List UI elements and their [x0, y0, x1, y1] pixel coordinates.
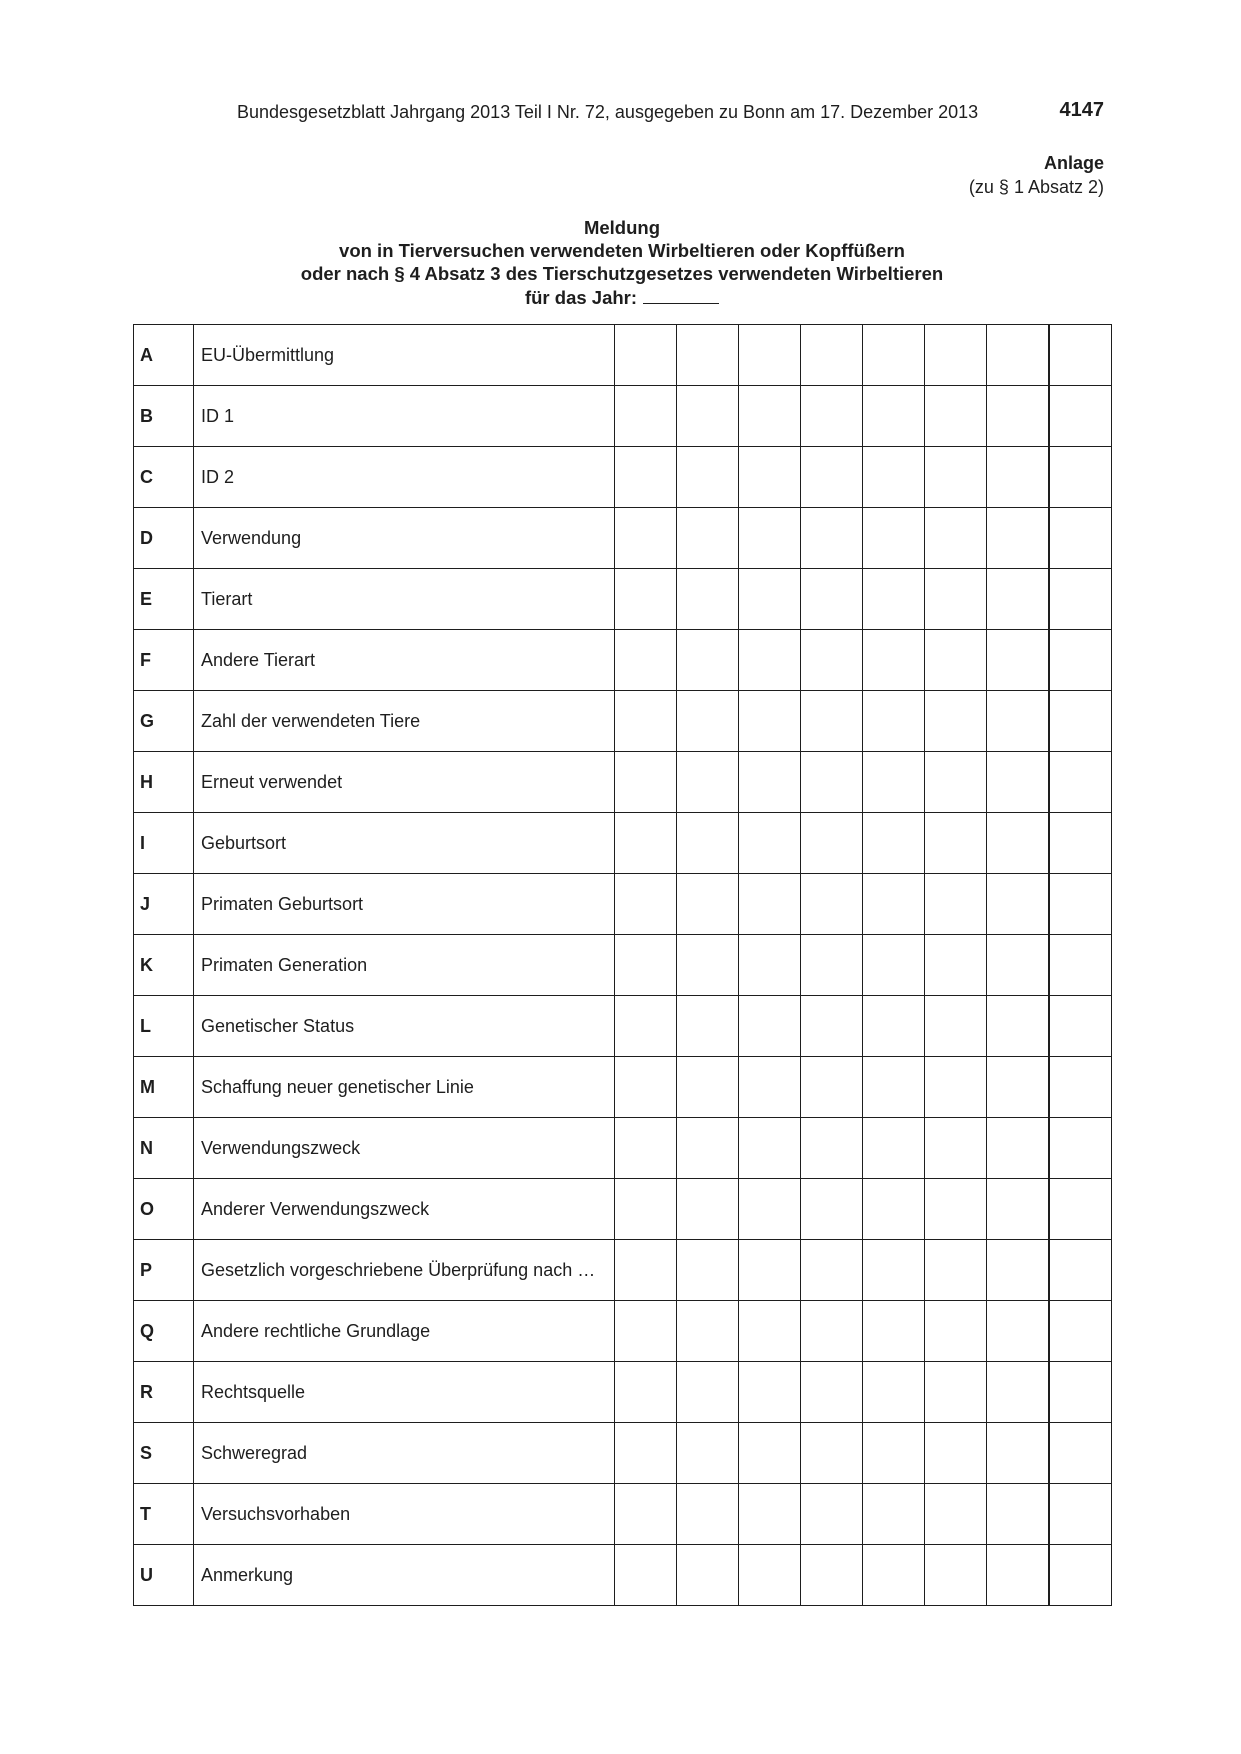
entry-cell[interactable]: [1049, 813, 1112, 874]
row-letter: B: [134, 386, 194, 447]
entry-cell[interactable]: [1049, 1240, 1112, 1301]
entry-cell[interactable]: [987, 1118, 1050, 1179]
entry-cell[interactable]: [615, 630, 677, 691]
entry-cell[interactable]: [739, 1423, 801, 1484]
row-label: Andere Tierart: [194, 630, 615, 691]
entry-cell[interactable]: [863, 1118, 925, 1179]
entry-cell[interactable]: [801, 630, 863, 691]
entry-cell[interactable]: [801, 569, 863, 630]
entry-cell[interactable]: [677, 996, 739, 1057]
row-letter: H: [134, 752, 194, 813]
report-table: [133, 324, 1112, 1606]
entry-cell[interactable]: [801, 447, 863, 508]
entry-cell[interactable]: [677, 1301, 739, 1362]
row-label: Rechtsquelle: [194, 1362, 615, 1423]
entry-cell[interactable]: [615, 691, 677, 752]
entry-cell[interactable]: [863, 874, 925, 935]
entry-cell[interactable]: [987, 1545, 1050, 1606]
entry-cell[interactable]: [863, 1423, 925, 1484]
entry-cell[interactable]: [925, 752, 987, 813]
form-title-line-3: oder nach § 4 Absatz 3 des Tierschutzgesetzes verwendeten Wirbeltieren: [300, 263, 944, 284]
entry-cell[interactable]: [1049, 630, 1112, 691]
table-row: [134, 447, 1112, 508]
page-header: [237, 100, 1104, 124]
row-letter: R: [134, 1362, 194, 1423]
row-letter: G: [134, 691, 194, 752]
entry-cell[interactable]: [1049, 447, 1112, 508]
entry-cell[interactable]: [739, 691, 801, 752]
row-letter: K: [134, 935, 194, 996]
entry-cell[interactable]: [1049, 1057, 1112, 1118]
entry-cell[interactable]: [987, 325, 1050, 386]
entry-cell[interactable]: [677, 752, 739, 813]
row-letter: U: [134, 1545, 194, 1606]
entry-cell[interactable]: [863, 630, 925, 691]
entry-cell[interactable]: [677, 691, 739, 752]
entry-cell[interactable]: [801, 1240, 863, 1301]
row-letter: S: [134, 1423, 194, 1484]
entry-cell[interactable]: [925, 1057, 987, 1118]
entry-cell[interactable]: [677, 935, 739, 996]
entry-cell[interactable]: [925, 1484, 987, 1545]
annex-reference: (zu § 1 Absatz 2): [968, 177, 1104, 197]
entry-cell[interactable]: [863, 1179, 925, 1240]
entry-cell[interactable]: [863, 813, 925, 874]
entry-cell[interactable]: [739, 447, 801, 508]
entry-cell[interactable]: [987, 1362, 1050, 1423]
entry-cell[interactable]: [677, 1545, 739, 1606]
row-label: Genetischer Status: [194, 996, 615, 1057]
entry-cell[interactable]: [801, 1362, 863, 1423]
row-letter: O: [134, 1179, 194, 1240]
table-row: [134, 1362, 1112, 1423]
table-row: [134, 325, 1112, 386]
entry-cell[interactable]: [801, 386, 863, 447]
entry-cell[interactable]: [677, 325, 739, 386]
entry-cell[interactable]: [677, 386, 739, 447]
row-letter: Q: [134, 1301, 194, 1362]
page-number: 4147: [1059, 99, 1104, 121]
entry-cell[interactable]: [801, 325, 863, 386]
entry-cell[interactable]: [987, 874, 1050, 935]
entry-cell[interactable]: [615, 1240, 677, 1301]
entry-cell[interactable]: [1049, 1423, 1112, 1484]
entry-cell[interactable]: [1049, 386, 1112, 447]
entry-cell[interactable]: [677, 630, 739, 691]
row-label: Schweregrad: [194, 1423, 615, 1484]
table-row: [134, 996, 1112, 1057]
entry-cell[interactable]: [801, 508, 863, 569]
entry-cell[interactable]: [801, 813, 863, 874]
entry-cell[interactable]: [677, 1423, 739, 1484]
entry-cell[interactable]: [925, 874, 987, 935]
entry-cell[interactable]: [801, 1118, 863, 1179]
entry-cell[interactable]: [863, 386, 925, 447]
entry-cell[interactable]: [615, 1362, 677, 1423]
entry-cell[interactable]: [1049, 1301, 1112, 1362]
table-row: [134, 1484, 1112, 1545]
entry-cell[interactable]: [677, 1179, 739, 1240]
entry-cell[interactable]: [677, 1240, 739, 1301]
entry-cell[interactable]: [739, 630, 801, 691]
row-label: Verwendung: [194, 508, 615, 569]
table-row: [134, 1545, 1112, 1606]
entry-cell[interactable]: [677, 1362, 739, 1423]
entry-cell[interactable]: [615, 813, 677, 874]
entry-cell[interactable]: [739, 569, 801, 630]
entry-cell[interactable]: [1049, 569, 1112, 630]
entry-cell[interactable]: [863, 691, 925, 752]
entry-cell[interactable]: [615, 325, 677, 386]
row-label: EU-Übermittlung: [194, 325, 615, 386]
table-row: [134, 1118, 1112, 1179]
row-label: Geburtsort: [194, 813, 615, 874]
entry-cell[interactable]: [615, 1484, 677, 1545]
entry-cell[interactable]: [987, 752, 1050, 813]
entry-cell[interactable]: [987, 691, 1050, 752]
entry-cell[interactable]: [677, 1057, 739, 1118]
entry-cell[interactable]: [801, 1301, 863, 1362]
row-label: Gesetzlich vorgeschriebene Überprüfung nach …: [194, 1240, 615, 1301]
publication-line: Bundesgesetzblatt Jahrgang 2013 Teil I Nr. 72, ausgegeben zu Bonn am 17. Dezember 2013: [237, 102, 979, 122]
entry-cell[interactable]: [615, 1545, 677, 1606]
entry-cell[interactable]: [739, 325, 801, 386]
table-row: [134, 386, 1112, 447]
entry-cell[interactable]: [925, 935, 987, 996]
entry-cell[interactable]: [1049, 935, 1112, 996]
entry-cell[interactable]: [739, 386, 801, 447]
entry-cell[interactable]: [925, 569, 987, 630]
entry-cell[interactable]: [863, 569, 925, 630]
table-row: [134, 813, 1112, 874]
table-row: [134, 1057, 1112, 1118]
row-label: Zahl der verwendeten Tiere: [194, 691, 615, 752]
form-title-line-1: Meldung: [583, 217, 661, 238]
entry-cell[interactable]: [801, 874, 863, 935]
row-letter: C: [134, 447, 194, 508]
entry-cell[interactable]: [677, 1484, 739, 1545]
entry-cell[interactable]: [987, 630, 1050, 691]
entry-cell[interactable]: [1049, 1362, 1112, 1423]
table-row: [134, 1423, 1112, 1484]
entry-cell[interactable]: [863, 325, 925, 386]
row-letter: M: [134, 1057, 194, 1118]
entry-cell[interactable]: [739, 1484, 801, 1545]
entry-cell[interactable]: [925, 1423, 987, 1484]
entry-cell[interactable]: [863, 1057, 925, 1118]
annex-title: Anlage: [1043, 153, 1104, 173]
entry-cell[interactable]: [739, 813, 801, 874]
entry-cell[interactable]: [1049, 752, 1112, 813]
entry-cell[interactable]: [739, 1301, 801, 1362]
entry-cell[interactable]: [739, 1362, 801, 1423]
entry-cell[interactable]: [863, 1240, 925, 1301]
table-row: [134, 630, 1112, 691]
entry-cell[interactable]: [801, 1179, 863, 1240]
row-letter: A: [134, 325, 194, 386]
entry-cell[interactable]: [863, 1484, 925, 1545]
entry-cell[interactable]: [615, 1301, 677, 1362]
row-letter: L: [134, 996, 194, 1057]
entry-cell[interactable]: [1049, 1179, 1112, 1240]
entry-cell[interactable]: [677, 569, 739, 630]
entry-cell[interactable]: [801, 1484, 863, 1545]
form-title-line-4: [237, 285, 1007, 309]
entry-cell[interactable]: [925, 325, 987, 386]
entry-cell[interactable]: [863, 447, 925, 508]
row-letter: F: [134, 630, 194, 691]
table-row: [134, 1301, 1112, 1362]
entry-cell[interactable]: [925, 1545, 987, 1606]
entry-cell[interactable]: [739, 996, 801, 1057]
entry-cell[interactable]: [925, 1240, 987, 1301]
entry-cell[interactable]: [677, 813, 739, 874]
entry-cell[interactable]: [739, 874, 801, 935]
year-label: für das Jahr:: [524, 287, 638, 308]
table-row: [134, 1240, 1112, 1301]
year-blank-field[interactable]: [643, 285, 719, 304]
entry-cell[interactable]: [615, 569, 677, 630]
table-row: [134, 508, 1112, 569]
row-label: ID 2: [194, 447, 615, 508]
entry-cell[interactable]: [925, 996, 987, 1057]
row-label: Erneut verwendet: [194, 752, 615, 813]
entry-cell[interactable]: [987, 1240, 1050, 1301]
entry-cell[interactable]: [739, 1179, 801, 1240]
entry-cell[interactable]: [987, 447, 1050, 508]
entry-cell[interactable]: [863, 1362, 925, 1423]
entry-cell[interactable]: [677, 1118, 739, 1179]
entry-cell[interactable]: [677, 447, 739, 508]
entry-cell[interactable]: [987, 1301, 1050, 1362]
entry-cell[interactable]: [987, 1423, 1050, 1484]
entry-cell[interactable]: [925, 630, 987, 691]
form-title-line-2: von in Tierversuchen verwendeten Wirbeltieren oder Kopffüßern: [339, 240, 905, 261]
row-label: Anmerkung: [194, 1545, 615, 1606]
entry-cell[interactable]: [801, 752, 863, 813]
entry-cell[interactable]: [677, 508, 739, 569]
entry-cell[interactable]: [677, 874, 739, 935]
entry-cell[interactable]: [801, 1423, 863, 1484]
entry-cell[interactable]: [925, 386, 987, 447]
entry-cell[interactable]: [739, 1057, 801, 1118]
entry-cell[interactable]: [615, 508, 677, 569]
table-row: [134, 874, 1112, 935]
entry-cell[interactable]: [925, 813, 987, 874]
entry-cell[interactable]: [863, 935, 925, 996]
entry-cell[interactable]: [615, 1179, 677, 1240]
entry-cell[interactable]: [739, 935, 801, 996]
entry-cell[interactable]: [987, 1484, 1050, 1545]
row-label: Verwendungszweck: [194, 1118, 615, 1179]
row-letter: P: [134, 1240, 194, 1301]
entry-cell[interactable]: [987, 935, 1050, 996]
entry-cell[interactable]: [739, 752, 801, 813]
row-letter: J: [134, 874, 194, 935]
entry-cell[interactable]: [1049, 325, 1112, 386]
entry-cell[interactable]: [615, 1057, 677, 1118]
row-letter: I: [134, 813, 194, 874]
row-label: Primaten Generation: [194, 935, 615, 996]
entry-cell[interactable]: [987, 1057, 1050, 1118]
entry-cell[interactable]: [925, 1118, 987, 1179]
form-title: [237, 216, 1007, 309]
row-letter: D: [134, 508, 194, 569]
entry-cell[interactable]: [615, 935, 677, 996]
table-row: [134, 935, 1112, 996]
row-label: Schaffung neuer genetischer Linie: [194, 1057, 615, 1118]
entry-cell[interactable]: [1049, 996, 1112, 1057]
entry-cell[interactable]: [615, 1423, 677, 1484]
entry-cell[interactable]: [615, 874, 677, 935]
entry-cell[interactable]: [1049, 1484, 1112, 1545]
entry-cell[interactable]: [925, 691, 987, 752]
entry-cell[interactable]: [987, 813, 1050, 874]
entry-cell[interactable]: [739, 1545, 801, 1606]
row-label: Anderer Verwendungszweck: [194, 1179, 615, 1240]
entry-cell[interactable]: [925, 1301, 987, 1362]
entry-cell[interactable]: [925, 508, 987, 569]
entry-cell[interactable]: [801, 691, 863, 752]
entry-cell[interactable]: [801, 935, 863, 996]
table-row: [134, 691, 1112, 752]
entry-cell[interactable]: [987, 996, 1050, 1057]
entry-cell[interactable]: [987, 569, 1050, 630]
entry-cell[interactable]: [863, 508, 925, 569]
entry-cell[interactable]: [739, 508, 801, 569]
entry-cell[interactable]: [987, 1179, 1050, 1240]
entry-cell[interactable]: [739, 1118, 801, 1179]
row-label: Tierart: [194, 569, 615, 630]
entry-cell[interactable]: [801, 996, 863, 1057]
entry-cell[interactable]: [615, 386, 677, 447]
entry-cell[interactable]: [801, 1545, 863, 1606]
table-row: [134, 1179, 1112, 1240]
row-label: Versuchsvorhaben: [194, 1484, 615, 1545]
entry-cell[interactable]: [925, 1179, 987, 1240]
row-label: Primaten Geburtsort: [194, 874, 615, 935]
row-label: Andere rechtliche Grundlage: [194, 1301, 615, 1362]
entry-cell[interactable]: [863, 1301, 925, 1362]
entry-cell[interactable]: [863, 996, 925, 1057]
row-letter: N: [134, 1118, 194, 1179]
table-row: [134, 569, 1112, 630]
entry-cell[interactable]: [615, 752, 677, 813]
entry-cell[interactable]: [615, 447, 677, 508]
entry-cell[interactable]: [987, 508, 1050, 569]
row-label: ID 1: [194, 386, 615, 447]
annex-block: [969, 151, 1104, 199]
entry-cell[interactable]: [863, 752, 925, 813]
table-row: [134, 752, 1112, 813]
entry-cell[interactable]: [925, 447, 987, 508]
row-letter: E: [134, 569, 194, 630]
entry-cell[interactable]: [1049, 691, 1112, 752]
row-letter: T: [134, 1484, 194, 1545]
entry-cell[interactable]: [1049, 1545, 1112, 1606]
entry-cell[interactable]: [1049, 874, 1112, 935]
entry-cell[interactable]: [987, 386, 1050, 447]
entry-cell[interactable]: [1049, 1118, 1112, 1179]
entry-cell[interactable]: [615, 1118, 677, 1179]
entry-cell[interactable]: [863, 1545, 925, 1606]
entry-cell[interactable]: [1049, 508, 1112, 569]
entry-cell[interactable]: [801, 1057, 863, 1118]
entry-cell[interactable]: [925, 1362, 987, 1423]
entry-cell[interactable]: [615, 996, 677, 1057]
entry-cell[interactable]: [739, 1240, 801, 1301]
